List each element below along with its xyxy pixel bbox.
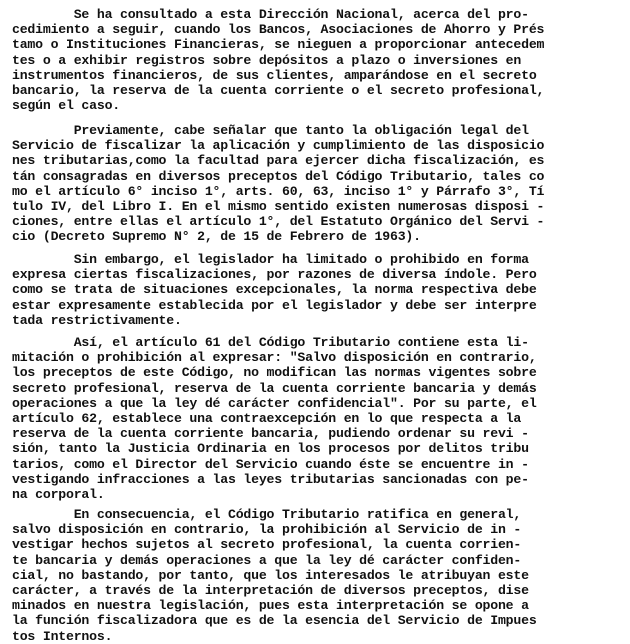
text-line: carácter, a través de la interpretación de diversos preceptos, dise (12, 582, 529, 598)
text-line: tarios, como el Director del Servicio cuando éste se encuentre in - (12, 456, 529, 472)
text-line: cio (Decreto Supremo N° 2, de 15 de Febrero de 1963). (12, 229, 421, 245)
text-line: tulo IV, del Libro I. En el mismo sentido existen numerosas disposi - (12, 198, 545, 214)
text-line: mitación o prohibición al expresar: "Salvo disposición en contrario, (12, 350, 537, 366)
text-line: mo el artículo 6° inciso 1°, arts. 60, 63, inciso 1° y Párrafo 3°, Tí (12, 183, 545, 199)
text-line: En consecuencia, el Código Tributario ratifica en general, (12, 507, 522, 522)
paragraph-limitations (12, 252, 624, 328)
text-line: cial, no bastando, por tanto, que los interesados le atribuyan este (12, 567, 529, 583)
text-line: salvo disposición en contrario, la prohibición al Servicio de in - (12, 522, 522, 538)
text-line: tes o a exhibir registros sobre depósitos a plazo o inversiones en (12, 52, 522, 68)
text-line: vestigar hechos sujetos al secreto profesional, la cuenta corrien- (12, 537, 522, 553)
text-line: como se trata de situaciones excepcionales, la norma respectiva debe (12, 282, 537, 298)
text-line: operaciones a que la ley dé carácter confidencial". Por su parte, el (12, 395, 537, 411)
text-line: estar expresamente establecida por el legislador y debe ser interpre (12, 297, 537, 313)
text-line: Así, el artículo 61 del Código Tributario contiene esta li- (12, 335, 529, 350)
text-line: Servicio de fiscalizar la aplicación y cumplimiento de las disposicio (12, 138, 545, 154)
text-line: vestigando infracciones a las leyes tributarias sancionadas con pe- (12, 471, 529, 487)
text-line: na corporal. (12, 486, 105, 502)
text-line: nes tributarias,como la facultad para ejercer dicha fiscalización, es (12, 153, 545, 169)
text-line: los preceptos de este Código, no modifican las normas vigentes sobre (12, 365, 537, 381)
text-line: según el caso. (12, 98, 120, 114)
text-line: la función fiscalizadora que es de la esencia del Servicio de Impues (12, 613, 537, 629)
text-line: reserva de la cuenta corriente bancaria, pudiendo ordenar su revi - (12, 426, 529, 442)
text-line: Sin embargo, el legislador ha limitado o prohibido en forma (12, 252, 529, 267)
text-line: ciones, entre ellas el artículo 1°, del Estatuto Orgánico del Servi - (12, 214, 545, 230)
text-line: artículo 62, establece una contraexcepción en lo que respecta a la (12, 410, 522, 426)
text-line: expresa ciertas fiscalizaciones, por razones de diversa índole. Pero (12, 267, 537, 283)
text-line: instrumentos financieros, de sus clientes, amparándose en el secreto (12, 67, 537, 83)
text-line: te bancaria y demás operaciones a que la ley dé carácter confiden- (12, 552, 522, 568)
paragraph-conclusion (12, 507, 624, 644)
text-line: Previamente, cabe señalar que tanto la obligación legal del (12, 123, 529, 138)
text-line: tamo o Instituciones Financieras, se nieguen a proporcionar antecedem (12, 37, 545, 53)
text-line: sión, tanto la Justicia Ordinaria en los procesos por delitos tribu (12, 441, 529, 457)
text-line: minados en nuestra legislación, pues esta interpretación se opone a (12, 598, 529, 614)
text-line: tán consagradas en diversos preceptos del Código Tributario, tales co (12, 168, 545, 184)
text-line: tada restrictivamente. (12, 312, 182, 328)
text-line: Se ha consultado a esta Dirección Nacional, acerca del pro- (12, 7, 529, 22)
text-line: bancario, la reserva de la cuenta corriente o el secreto profesional, (12, 82, 545, 98)
text-line: secreto profesional, reserva de la cuenta corriente bancaria y demás (12, 380, 537, 396)
paragraph-article-61 (12, 335, 624, 502)
paragraph-legal-basis (12, 123, 624, 245)
text-line: tos Internos. (12, 628, 113, 644)
text-line: cedimiento a seguir, cuando los Bancos, Asociaciones de Ahorro y Prés (12, 22, 545, 38)
paragraph-consultation (12, 7, 624, 113)
